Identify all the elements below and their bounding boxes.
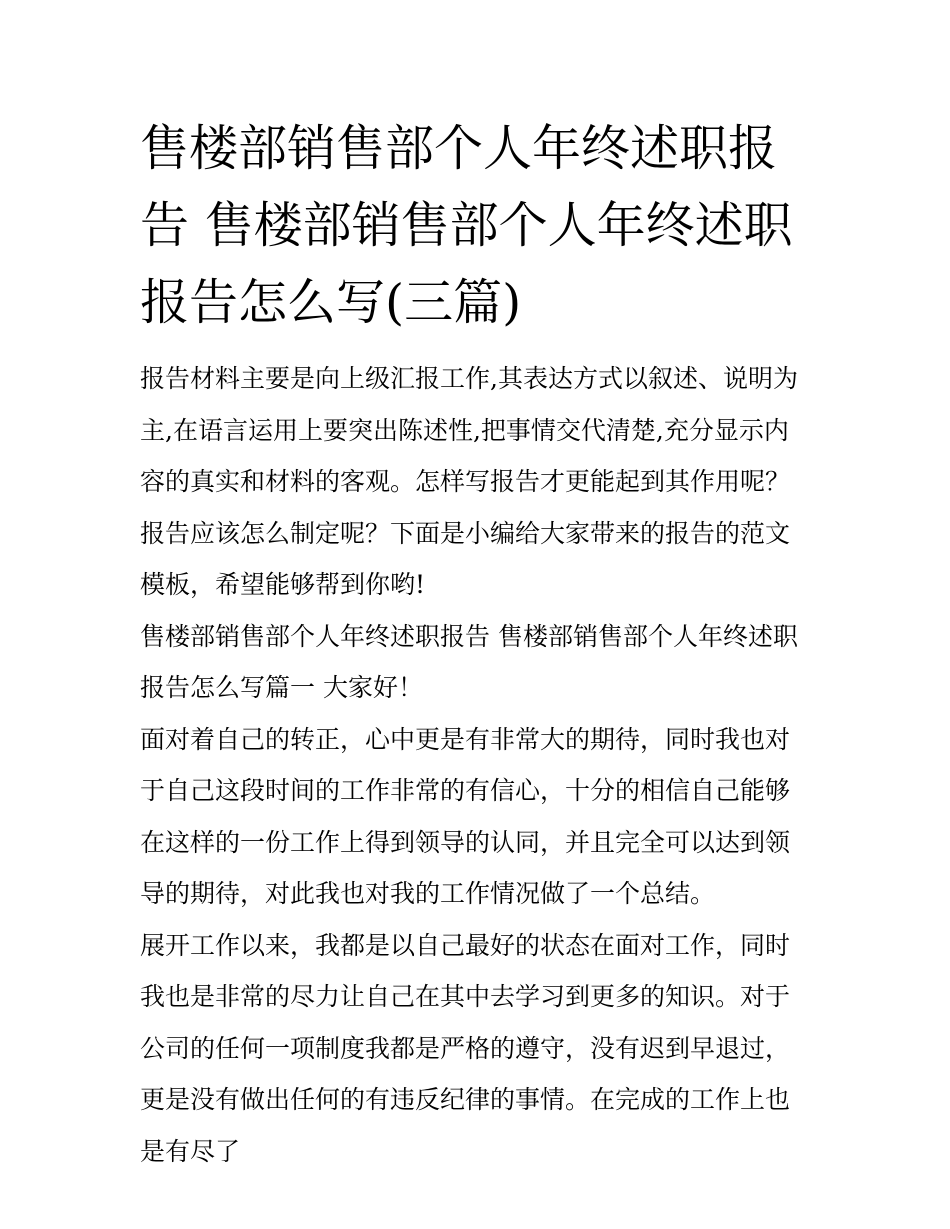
document-title: 售楼部销售部个人年终述职报告 售楼部销售部个人年终述职报告怎么写(三篇) <box>140 120 793 331</box>
section-heading-paragraph: 售楼部销售部个人年终述职报告 售楼部销售部个人年终述职报告怎么写篇一 大家好！ <box>140 621 798 702</box>
body-paragraph: 展开工作以来，我都是以自己最好的状态在面对工作，同时我也是非常的尽力让自己在其中去学习到更多的知识。对于公司的任何一项制度我都是严格的遵守，没有迟到早退过，更是没有做出任何的有违反纪律的事情。在完成的工作上也是有尽了 <box>140 930 791 1166</box>
body-paragraph: 面对着自己的转正，心中更是有非常大的期待，同时我也对于自己这段时间的工作非常的有信心，十分的相信自己能够在这样的一份工作上得到领导的认同，并且完全可以达到领导的期待，对此我也对我的工作情况做了一个总结。 <box>140 724 791 908</box>
intro-paragraph: 报告材料主要是向上级汇报工作,其表达方式以叙述、说明为主,在语言运用上要突出陈述性,把事情交代清楚,充分显示内容的真实和材料的客观。怎样写报告才更能起到其作用呢？报告应该怎么制定呢？下面是小编给大家带来的报告的范文模板，希望能够帮到你哟! <box>140 364 798 599</box>
